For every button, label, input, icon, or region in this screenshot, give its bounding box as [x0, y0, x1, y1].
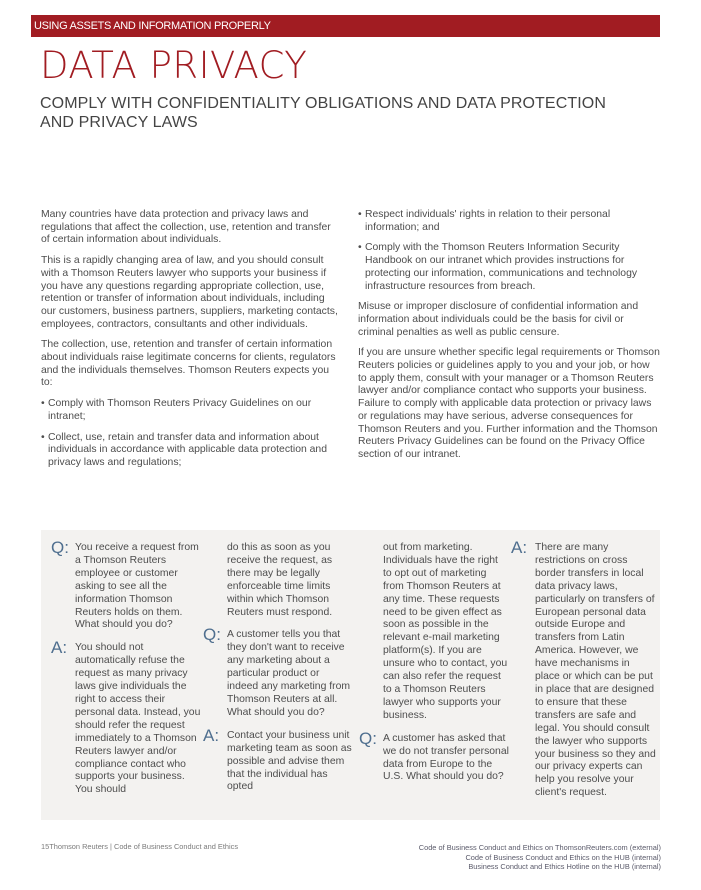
a-mark-icon: A: — [511, 538, 528, 557]
answer: A: There are many restrictions on cross border transfers in local data privacy laws, particularly on transfers of European personal data outside Europe and transfers from Latin America. However, we have mechanisms in place or which can be put in place that are designed to ensure that these transfers are safe and legal. You should consult the lawyer who supports your business so they and our privacy experts can help you resolve your client's request. — [511, 538, 656, 799]
page-subtitle: COMPLY WITH CONFIDENTIALITY OBLIGATIONS AND DATA PROTECTION AND PRIVACY LAWS — [40, 95, 606, 131]
bullet-icon: • — [358, 242, 362, 254]
paragraph: Many countries have data protection and privacy laws and regulations that affect the collection, use, retention and transfer of certain information about individuals. — [41, 209, 331, 246]
page-footer-info: 15Thomson Reuters | Code of Business Conduct and Ethics — [41, 842, 239, 851]
a-mark-icon: A: — [51, 638, 68, 658]
answer-continued: do this as soon as you receive the request, as there may be legally enforceable time limits within which Thomson Reuters must respond. — [227, 542, 333, 618]
qa-column-3 — [359, 542, 509, 794]
question: Q: A customer tells you that they don't want to receive any marketing about a particular product or indeed any marketing from Thomson Reuters at all. What should you do? — [203, 625, 351, 718]
link-code-hub[interactable]: Code of Business Conduct and Ethics on the HUB (internal) — [465, 852, 661, 862]
answer: A: Contact your business unit marketing team as soon as possible and advise them that the individual has opted — [203, 725, 352, 793]
list-item: • Comply with the Thomson Reuters Information Security Handbook on our intranet which provides instructions for protecting our information, communications and technology infrastructure resources from breach. — [358, 242, 638, 292]
list-item: • Collect, use, retain and transfer data and information about individuals in accordance with applicable data protection and privacy laws and regulations; — [41, 431, 327, 468]
page-title: DATA PRIVACY — [40, 44, 308, 87]
qa-column-4 — [511, 538, 656, 810]
answer-continued: out from marketing. Individuals have the right to opt out of marketing from Thomson Reuters at any time. These requests need to be given effect as soon as possible in the relevant e-mail marketing platform(s). If you are unsure who to contact, you can also refer the request to a Thomson Reuters lawyer who supports your business. — [383, 542, 508, 721]
expectations-list — [41, 398, 341, 470]
qa-column-2 — [203, 542, 353, 804]
a-mark-icon: A: — [203, 725, 220, 745]
question: Q: A customer has asked that we do not transfer personal data from Europe to the U.S. What should you do? — [359, 728, 509, 783]
q-mark-icon: Q: — [203, 625, 221, 645]
q-mark-icon: Q: — [359, 728, 377, 748]
qa-column-1 — [51, 538, 201, 807]
paragraph: Misuse or improper disclosure of confidential information and information about individuals could be the basis for civil or criminal penalties as well as public censure. — [358, 301, 639, 338]
bullet-icon: • — [41, 431, 45, 443]
paragraph: If you are unsure whether specific legal requirements or Thomson Reuters policies or guidelines apply to you and your job, or how to apply them, consult with your manager or a Thomson Reuters lawyer and/or compliance contact who supports your business. Failure to comply with applicable data protection or privacy laws or regulations may have serious, adverse consequences for Thomson Reuters and you. Further information and the Thomson Reuters Privacy Guidelines can be found on the Privacy Office section of our intranet. — [358, 347, 660, 460]
bullet-icon: • — [358, 209, 362, 220]
paragraph: The collection, use, retention and transfer of certain information about individuals raise legitimate concerns for clients, regulators and the individuals themselves. Thomson Reuters expects you to: — [41, 339, 336, 389]
section-banner: USING ASSETS AND INFORMATION PROPERLY — [31, 15, 660, 37]
footer-links — [419, 843, 661, 872]
list-item: • Comply with Thomson Reuters Privacy Guidelines on our intranet; — [41, 398, 312, 422]
body-column-left — [41, 209, 341, 478]
list-item: • Respect individuals' rights in relation to their personal information; and — [358, 209, 611, 233]
expectations-list-continued — [358, 209, 660, 293]
question: Q: You receive a request from a Thomson Reuters employee or customer asking to see all the information Thomson Reuters holds on them. What should you do? — [51, 538, 199, 631]
link-hotline-hub[interactable]: Business Conduct and Ethics Hotline on the HUB (internal) — [468, 862, 661, 872]
bullet-icon: • — [41, 398, 45, 410]
paragraph: This is a rapidly changing area of law, and you should consult with a Thomson Reuters lawyer who supports your business if you have any questions regarding appropriate collection, use, retention or transfer of information about individuals, including our customers, business partners, suppliers, marketing contacts, employees, contractors, consultants and other individuals. — [41, 255, 338, 330]
link-code-external[interactable]: Code of Business Conduct and Ethics on ThomsonReuters.com (external) — [418, 843, 661, 852]
q-mark-icon: Q: — [51, 538, 69, 557]
answer: A: You should not automatically refuse the request as many privacy laws give individuals the right to access their personal data. Instead, you should refer the request immediately to a Thomson Reuters lawyer and/or compliance contact who supports your business. You should — [51, 638, 201, 796]
qa-panel — [41, 530, 660, 820]
body-column-right — [358, 209, 660, 470]
